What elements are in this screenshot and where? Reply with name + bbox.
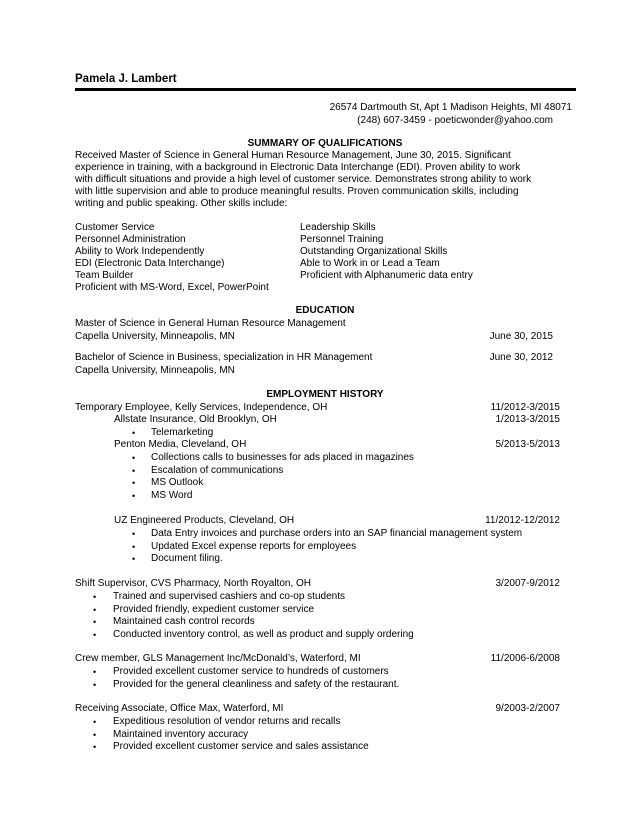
bullet-icon: •	[132, 453, 136, 463]
assignment-title: Allstate Insurance, Old Brooklyn, OH	[114, 414, 277, 425]
duty-item: Telemarketing	[151, 427, 214, 438]
summary-line: with little supervision and able to produce meaningful results. Proven communication skills, including	[75, 186, 519, 197]
skill-item: Team Builder	[75, 270, 134, 281]
contact-line: (248) 607-3459 - poeticwonder@yahoo.com	[357, 115, 553, 126]
degree-date: June 30, 2012	[489, 352, 553, 363]
duty-item: Data Entry invoices and purchase orders into an SAP financial management system	[151, 528, 523, 539]
school-name: Capella University, Minneapolis, MN	[75, 331, 235, 342]
duty-item: Maintained cash control records	[113, 616, 255, 627]
bullet-icon: •	[132, 491, 136, 501]
skill-item: Customer Service	[75, 222, 155, 233]
degree-date: June 30, 2015	[489, 331, 553, 342]
job-title: Receiving Associate, Office Max, Waterford, MI	[75, 703, 284, 714]
school-name: Capella University, Minneapolis, MN	[75, 365, 235, 376]
job-dates: 9/2003-2/2007	[495, 703, 560, 714]
assignment-dates: 5/2013-5/2013	[495, 439, 560, 450]
skill-item: EDI (Electronic Data Interchange)	[75, 258, 225, 269]
duty-item: Conducted inventory control, as well as product and supply ordering	[113, 629, 414, 640]
skill-item: Personnel Administration	[75, 234, 186, 245]
duty-item: Provided excellent customer service and sales assistance	[113, 741, 369, 752]
duty-item: MS Outlook	[151, 477, 204, 488]
education-heading: EDUCATION	[295, 305, 355, 316]
summary-line: Received Master of Science in General Human Resource Management, June 30, 2015. Significant	[75, 150, 511, 161]
duty-item: Updated Excel expense reports for employees	[151, 541, 357, 552]
summary-line: writing and public speaking. Other skills include:	[75, 198, 288, 209]
skill-item: Proficient with MS-Word, Excel, PowerPoint	[75, 282, 269, 293]
duty-item: Provided for the general cleanliness and safety of the restaurant.	[113, 679, 400, 690]
bullet-icon: •	[93, 667, 97, 677]
duty-item: Trained and supervised cashiers and co-op students	[113, 591, 345, 602]
employment-heading: EMPLOYMENT HISTORY	[266, 389, 384, 400]
assignment-dates: 11/2012-12/2012	[485, 515, 560, 526]
bullet-icon: •	[93, 680, 97, 690]
bullet-icon: •	[132, 466, 136, 476]
summary-heading: SUMMARY OF QUALIFICATIONS	[247, 138, 403, 149]
summary-line: with difficult situations and provide a high level of customer service. Demonstrates strong ability to work	[75, 174, 532, 185]
assignment-title: Penton Media, Cleveland, OH	[114, 439, 247, 450]
duty-item: Provided excellent customer service to hundreds of customers	[113, 666, 389, 677]
bullet-icon: •	[132, 529, 136, 539]
job-title: Shift Supervisor, CVS Pharmacy, North Royalton, OH	[75, 578, 312, 589]
address-line: 26574 Dartmouth St, Apt 1 Madison Heights, MI 48071	[329, 102, 572, 113]
skill-item: Outstanding Organizational Skills	[300, 246, 448, 257]
duty-item: Document filing.	[151, 553, 223, 564]
assignment-dates: 1/2013-3/2015	[495, 414, 560, 425]
duty-item: MS Word	[151, 490, 193, 501]
duty-item: Expeditious resolution of vendor returns and recalls	[113, 716, 341, 727]
applicant-name: Pamela J. Lambert	[75, 73, 177, 85]
bullet-icon: •	[132, 554, 136, 564]
bullet-icon: •	[93, 730, 97, 740]
bullet-icon: •	[93, 742, 97, 752]
skill-item: Personnel Training	[300, 234, 384, 245]
duty-item: Collections calls to businesses for ads placed in magazines	[151, 452, 414, 463]
bullet-icon: •	[132, 542, 136, 552]
skill-item: Able to Work in or Lead a Team	[300, 258, 440, 269]
bullet-icon: •	[132, 478, 136, 488]
duty-item: Maintained inventory accuracy	[113, 729, 249, 740]
bullet-icon: •	[93, 605, 97, 615]
skill-item: Leadership Skills	[300, 222, 376, 233]
degree-title: Master of Science in General Human Resource Management	[75, 318, 346, 329]
job-title: Crew member, GLS Management Inc/McDonald’s, Waterford, MI	[75, 653, 361, 664]
duty-item: Provided friendly, expedient customer service	[113, 604, 315, 615]
summary-line: experience in training, with a background in Electronic Data Interchange (EDI). Proven ability to work	[75, 162, 521, 173]
bullet-icon: •	[132, 428, 136, 438]
bullet-icon: •	[93, 717, 97, 727]
job-dates: 11/2012-3/2015	[490, 402, 560, 413]
job-dates: 11/2006-6/2008	[490, 653, 560, 664]
job-dates: 3/2007-9/2012	[495, 578, 560, 589]
bullet-icon: •	[93, 617, 97, 627]
assignment-title: UZ Engineered Products, Cleveland, OH	[114, 515, 295, 526]
header-divider	[75, 88, 576, 91]
degree-title: Bachelor of Science in Business, specialization in HR Management	[75, 352, 373, 363]
duty-item: Escalation of communications	[151, 465, 284, 476]
job-title: Temporary Employee, Kelly Services, Independence, OH	[75, 402, 328, 413]
bullet-icon: •	[93, 592, 97, 602]
skill-item: Ability to Work Independently	[75, 246, 205, 257]
bullet-icon: •	[93, 630, 97, 640]
skill-item: Proficient with Alphanumeric data entry	[300, 270, 473, 281]
